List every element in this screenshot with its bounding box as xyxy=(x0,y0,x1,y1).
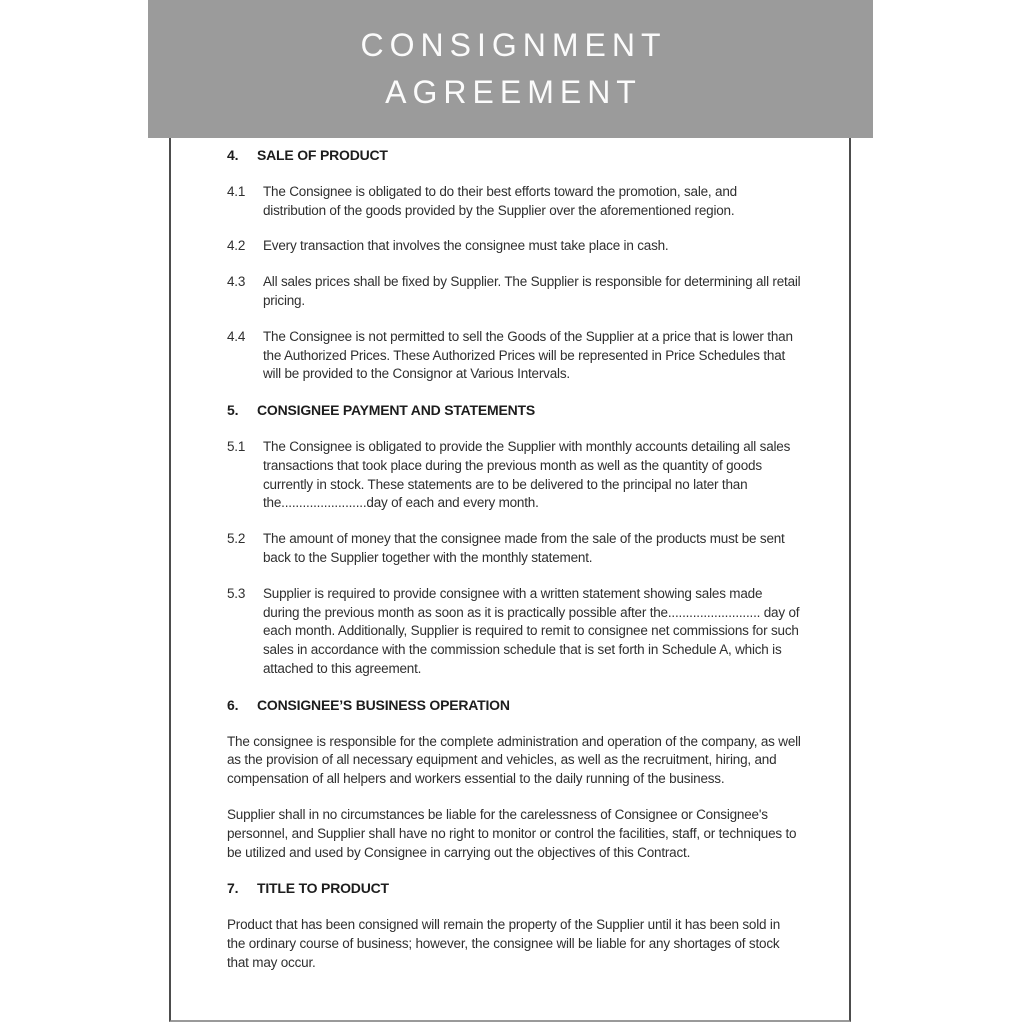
clause-text: The Consignee is not permitted to sell the Goods of the Supplier at a price that is lower than the Authorized Prices. These Authorized Prices will be represented in Price Schedules that will be provided to the Consignor at Various Intervals. xyxy=(263,328,793,382)
clause-text: Supplier is required to provide consignee with a written statement showing sales made during the previous month as soon as it is practically possible after the.......................... day of each month. Additionally, Supplier is required to remit to consignee net commissions for such sales in accordance with the commission schedule that is set forth in Schedule A, which is attached to this agreement. xyxy=(263,585,800,676)
section-title: CONSIGNEE PAYMENT AND STATEMENTS xyxy=(257,402,536,419)
clause-number: 4.1 xyxy=(227,183,246,199)
clause-5-1 xyxy=(227,438,801,513)
clause-5-2 xyxy=(227,530,801,568)
section-7-paragraph-1: Product that has been consigned will remain the property of the Supplier until it has been sold in the ordinary course of business; however, the consignee will be liable for any shortages of stock that may occur. xyxy=(227,917,780,970)
section-heading-title-to-product xyxy=(227,879,801,898)
clause-number: 5.1 xyxy=(227,438,246,454)
section-number: 7. xyxy=(227,880,239,897)
document-header-banner xyxy=(148,0,873,138)
section-title: TITLE TO PRODUCT xyxy=(257,880,389,897)
clause-text: The Consignee is obligated to do their best efforts toward the promotion, sale, and distribution of the goods provided by the Supplier over the aforementioned region. xyxy=(263,183,737,218)
section-6-paragraph-2: Supplier shall in no circumstances be liable for the carelessness of Consignee or Consignee's personnel, and Supplier shall have no right to monitor or control the facilities, staff, or techniques to be utilized and used by Consignee in carrying out the objectives of this Contract. xyxy=(227,806,797,860)
clause-4-2 xyxy=(227,237,801,256)
section-title: SALE OF PRODUCT xyxy=(257,147,388,163)
clause-number: 5.2 xyxy=(227,531,246,547)
section-number: 4. xyxy=(227,147,239,163)
clause-4-1 xyxy=(227,183,801,221)
clause-text: The amount of money that the consignee made from the sale of the products must be sent back to the Supplier together with the monthly statement. xyxy=(263,531,785,565)
section-heading-consignee-payment-and-statements xyxy=(227,401,801,420)
clause-text: Every transaction that involves the consignee must take place in cash. xyxy=(263,238,669,254)
document-title-line1: CONSIGNMENT xyxy=(360,27,667,63)
section-heading-sale-of-product xyxy=(227,146,801,165)
clause-5-3 xyxy=(227,585,801,679)
clause-4-3 xyxy=(227,273,801,311)
section-number: 6. xyxy=(227,696,239,713)
clause-number: 4.4 xyxy=(227,328,246,344)
clause-number: 4.3 xyxy=(227,274,246,290)
section-number: 5. xyxy=(227,402,239,419)
document-body xyxy=(227,146,801,990)
clause-number: 5.3 xyxy=(227,585,246,601)
clause-text: All sales prices shall be fixed by Supplier. The Supplier is responsible for determining all retail pricing. xyxy=(263,274,801,308)
clause-number: 4.2 xyxy=(227,238,246,254)
clause-4-4 xyxy=(227,328,801,384)
section-heading-consignees-business-operation xyxy=(227,696,801,715)
section-6-paragraph-1: The consignee is responsible for the complete administration and operation of the company, as well as the provision of all necessary equipment and vehicles, as well as the recruitment, hiring, and compensation of all helpers and workers essential to the daily running of the business. xyxy=(227,733,801,787)
clause-text: The Consignee is obligated to provide the Supplier with monthly accounts detailing all sales transactions that took place during the previous month as well as the quantity of goods currently in stock. These statements are to be delivered to the principal no later than the........................day of each and every month. xyxy=(263,438,791,511)
document-title-line2: AGREEMENT xyxy=(385,74,642,110)
section-title: CONSIGNEE’S BUSINESS OPERATION xyxy=(257,696,510,713)
